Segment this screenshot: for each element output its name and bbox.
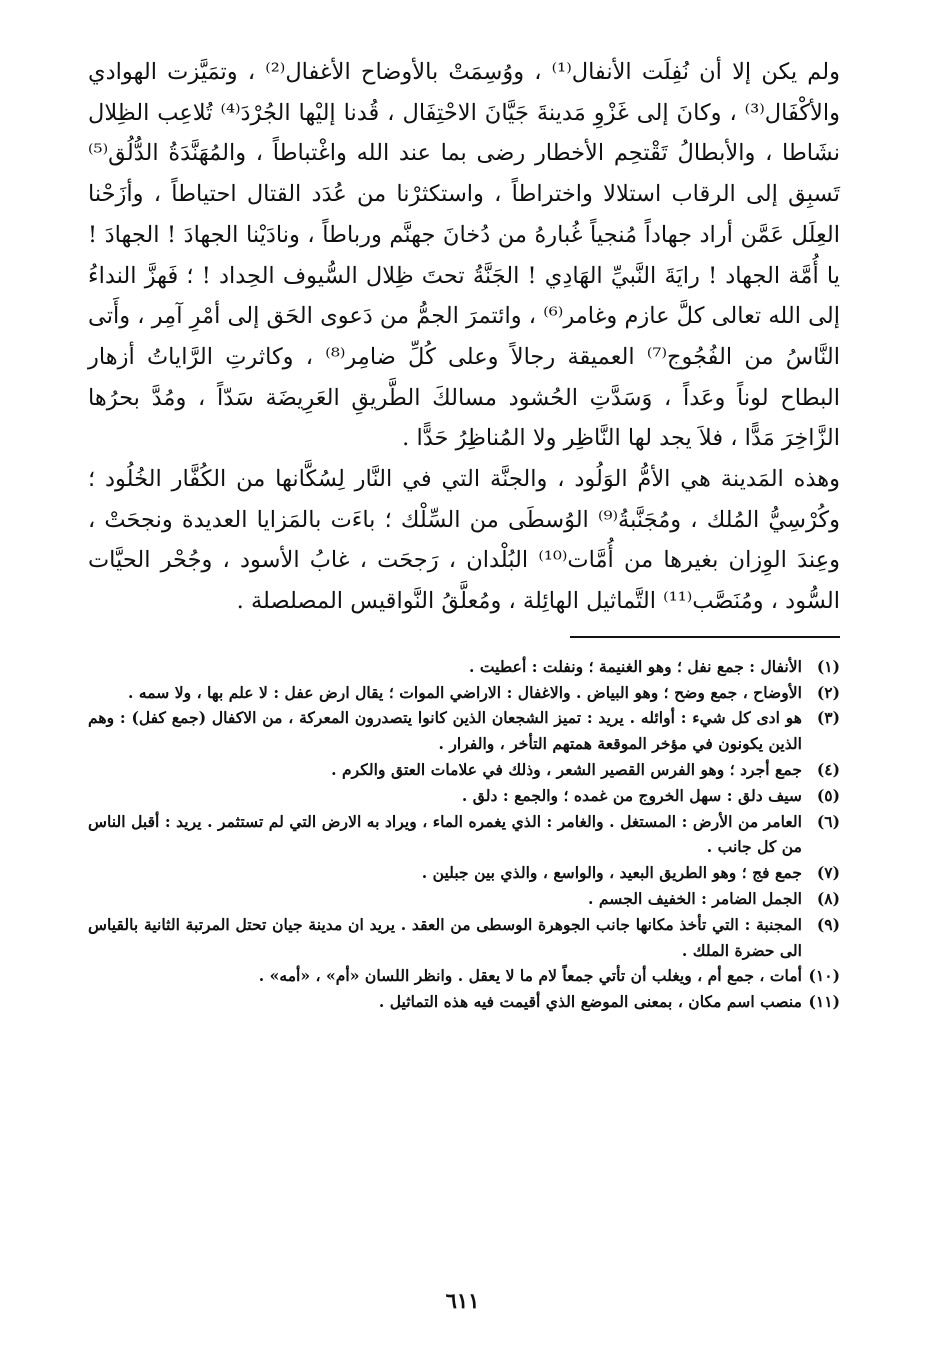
- page-number: ٦١١: [445, 1288, 480, 1313]
- footnote-3: [88, 705, 840, 757]
- footnote-text: الأوضاح ، جمع وضح ؛ وهو البياض . والاغفال : الاراضي الموات ؛ يقال ارض عفل : لا علم بها ، ولا سمه .: [127, 682, 802, 702]
- footnote-number: (٦): [816, 811, 840, 831]
- footnotes: [88, 654, 840, 1015]
- footnote-text: جمع فج ؛ وهو الطريق البعيد ، والواسع ، والذي بين جبلين .: [421, 863, 802, 883]
- footnote-number: (٤): [816, 760, 840, 780]
- page-content: [88, 52, 840, 1015]
- footnote-text: سيف دلق : سهل الخروج من غمده ؛ والجمع : دلق .: [461, 785, 802, 805]
- footnote-9: [88, 912, 840, 964]
- footnote-text: هو ادى كل شيء : أوائله . يريد : تميز الشجعان الذين كانوا يتصدرون المعركة ، من الاكفال (جمع كفل) : وهم الذين يكونون في مؤخر الموقعة همتهم التأخر ، والفرار .: [88, 708, 802, 754]
- footnote-text: منصب اسم مكان ، بمعنى الموضع الذي أقيمت فيه هذه التماثيل .: [378, 992, 802, 1012]
- footnote-divider: [570, 636, 840, 638]
- body-paragraph-2: وهذه المَدينة هي الأمُّ الوَلُود ، والجنَّة التي في النَّار لِسُكَّانها من الكُفَّار الخُلُود ؛ وكُرْسِيُّ المُلك ، ومُجَنَّبةُ⁽⁹⁾ الوُسطَى من السِّلْك ؛ باءَت بالمَزايا العديدة ونجحَتْ ، وعِندَ الوِزان بغيرها من أُمَّات⁽¹⁰⁾ البُلْدان ، رَجحَت ، غابُ الأسود ، وجُحْر الحيَّات السُّود ، ومُنَصَّب⁽¹¹⁾ التَّماثيل الهائِلة ، ومُعلَّقُ النَّواقيس المصلصلة .: [88, 466, 841, 615]
- footnote-number: (٧): [816, 863, 840, 883]
- footnote-number: (١): [816, 656, 840, 676]
- footnote-number: (١١): [808, 992, 840, 1012]
- footnote-text: العامر من الأرض : المستغل . والغامر : الذي يغمره الماء ، ويراد به الارض التي لم تستثمر . يريد : أقبل الناس من كل جانب .: [88, 811, 802, 857]
- footnote-number: (٨): [816, 889, 840, 909]
- footnote-number: (٩): [816, 914, 840, 934]
- footnote-number: (١٠): [808, 966, 840, 986]
- body-paragraph-1: ولم يكن إلا أن نُفِلَت الأنفال⁽¹⁾ ، ووُسِمَتْ بالأوضاح الأغفال⁽²⁾ ، وتمَيَّزت الهوادي والأكْفَال⁽³⁾ ، وكانَ إلى غَزْوِ مَدينةَ جَيَّانَ الاحْتِفَال ، قُدنا إليْها الجُرْدَ⁽⁴⁾ تُلاعِب الظِلال نشَاطا ، والأبطالُ تَقْتحِم الأخطار رضى بما عند الله واغْتباطاً ، والمُهَنَّدَةُ الدُّلُق⁽⁵⁾ تَسبِق إلى الرقاب استلالا واختراطاً ، واستكثرْنا من عُدَد القتال احتياطاً ، وأزَحْنا العِلَل عَمَّن أراد جهاداً مُنجياً غُبارهُ من دُخانَ جهنَّم ورباطاً ، ونادَيْنا الجهادَ ! الجهادَ ! يا أُمَّة الجهاد ! رايَةَ النَّبيِّ الهَادِي ! الجَنَّةُ تحتَ ظِلال السُّيوف الحِداد ! ؛ فَهزَّ النداءُ إلى الله تعالى كلَّ عازم وغامر⁽⁶⁾ ، وائتمرَ الجمُّ من دَعوى الحَق إلى أمْرِ آمِر ، وأَتى النَّاسُ من الفُجُوج⁽⁷⁾ العميقة رجالاً وعلى كُلِّ ضامِر⁽⁸⁾ ، وكاثرتِ الرَّاياتُ أزهار البطاح لوناً وعَداً ، وَسَدَّتِ الحُشود مسالكَ الطَّريقِ العَرِيضَة سَدّاً ، ومُدَّ بحرُها الزَّاخِرَ مَدًّا ، فلاَ يجد لها النَّاظِر ولا المُناظِرُ حَدًّا .: [88, 59, 841, 452]
- footnote-1: [88, 654, 840, 680]
- main-text: [88, 52, 840, 622]
- footnote-text: جمع أجرد ؛ وهو الفرس القصير الشعر ، وذلك في علامات العتق والكرم .: [331, 760, 802, 780]
- footnote-number: (٥): [816, 785, 840, 805]
- footnote-5: [88, 783, 840, 809]
- footnote-11: [88, 989, 840, 1015]
- footnote-number: (٢): [816, 682, 840, 702]
- footnote-2: [88, 680, 840, 706]
- footnote-10: [88, 963, 840, 989]
- footnote-text: الجمل الضامر : الخفيف الجسم .: [588, 889, 802, 909]
- footnote-number: (٣): [816, 708, 840, 728]
- footnote-text: المجنبة : التي تأخذ مكانها جانب الجوهرة الوسطى من العقد . يريد ان مدينة جيان تحتل المرتبة الثانية بالقياس الى حضرة الملك .: [88, 914, 802, 960]
- footnote-text: الأنفال : جمع نفل ؛ وهو الغنيمة ؛ ونفلت : أعطيت .: [469, 656, 802, 676]
- footnote-8: [88, 886, 840, 912]
- footnote-7: [88, 860, 840, 886]
- footnote-text: أمات ، جمع أم ، ويغلب أن تأتي جمعاً لام ما لا يعقل . وانظر اللسان «أم» ، «أمه» .: [258, 966, 802, 986]
- footnote-4: [88, 757, 840, 783]
- footnote-6: [88, 809, 840, 861]
